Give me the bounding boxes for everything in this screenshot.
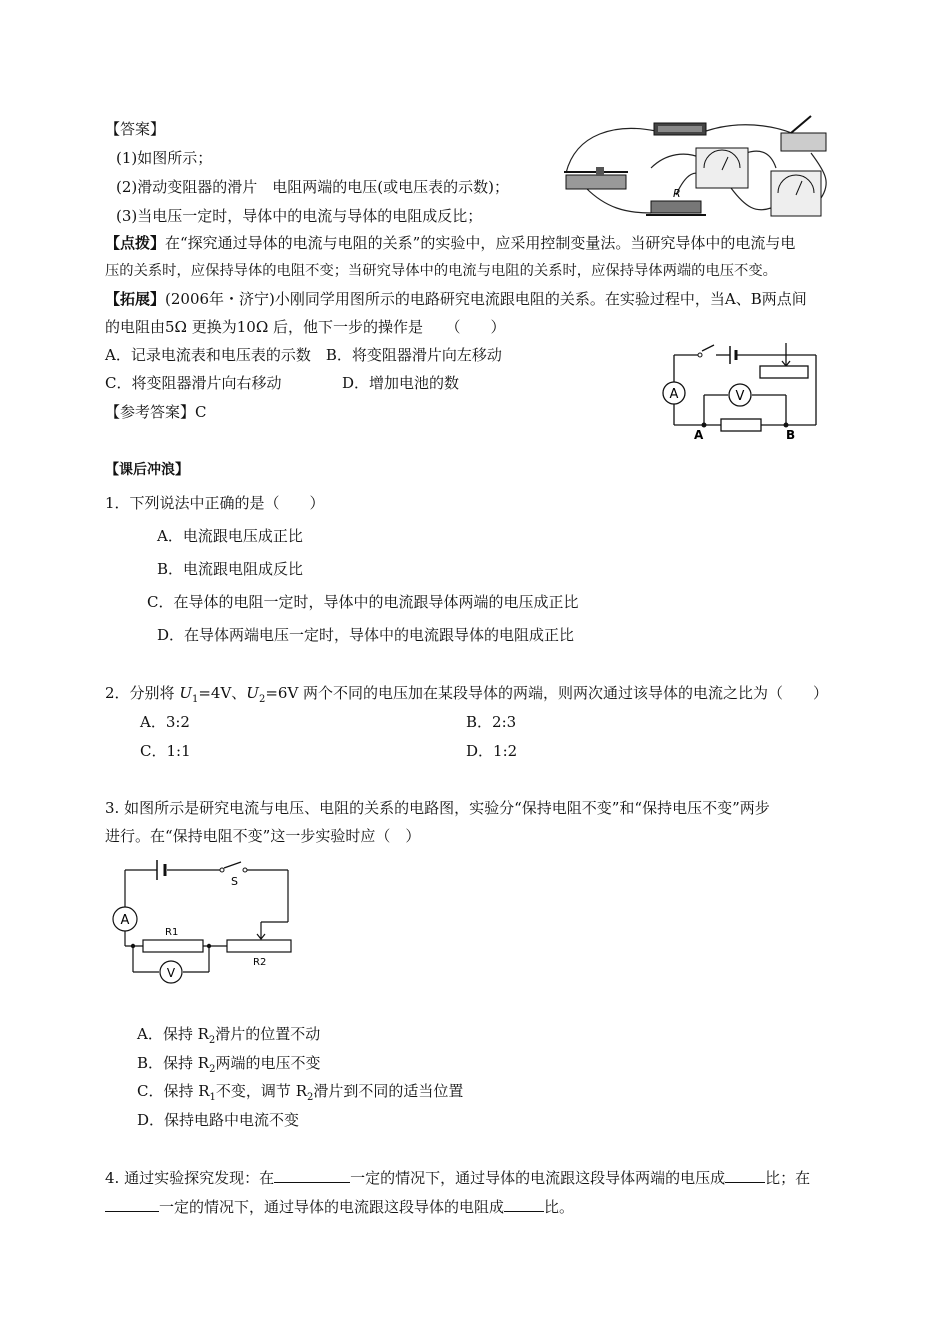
resistor-label-r: R [673, 187, 681, 200]
q3-c-post: 滑片到不同的适当位置 [313, 1082, 464, 1100]
q2-u2-sub: 2 [258, 694, 266, 705]
q1-option-a: A．电流跟电压成正比 [157, 527, 303, 545]
extend-circuit-diagram [656, 340, 826, 445]
q3-b-sub: 2 [209, 1064, 216, 1075]
point-b-label: B [786, 428, 796, 442]
q4-blank-4[interactable] [504, 1195, 544, 1212]
extend-text-1: (2006年・济宁)小刚同学用图所示的电路研究电流跟电阻的关系。在实验过程中，当A、B两点间 [165, 290, 807, 308]
q2-u1-sub: 1 [191, 694, 199, 705]
point-a-label: A [694, 428, 704, 442]
q2-option-a: A．3:2 [140, 713, 190, 731]
q2-stem [105, 682, 828, 711]
q3-node-left [131, 944, 135, 948]
q3-option-b [137, 1052, 320, 1081]
voltmeter-icon [771, 171, 821, 216]
q4-line-2 [105, 1195, 574, 1218]
q3-voltmeter-label: V [166, 966, 176, 980]
node-a [702, 423, 707, 428]
extend-line-2: 的电阻由5Ω 更换为10Ω 后，他下一步的操作是 （ ） [105, 318, 506, 336]
apparatus-figure [556, 113, 846, 228]
q3-r2-symbol [227, 940, 291, 952]
ammeter-label: A [669, 387, 679, 402]
rheostat-symbol [760, 366, 808, 378]
voltmeter-label: V [735, 389, 745, 404]
answer-line-2: (2)滑动变阻器的滑片 电阻两端的电压(或电压表的示数)； [116, 178, 509, 196]
q4-blank-3[interactable] [105, 1195, 159, 1212]
q3-switch-label: S [231, 875, 238, 888]
q4-blank-2[interactable] [725, 1166, 765, 1183]
q3-a-post: 滑片的位置不动 [215, 1025, 321, 1043]
q4-line-1 [105, 1166, 810, 1189]
q4-blank-1[interactable] [274, 1166, 350, 1183]
q3-ammeter-label: A [120, 913, 130, 928]
answer-heading: 【答案】 [105, 120, 166, 138]
q2-u1: U [179, 684, 192, 702]
q2-stem-pre: 2．分别将 [105, 684, 180, 702]
q3-b-pre: B．保持 R [137, 1054, 210, 1072]
extend-line-1 [105, 288, 807, 310]
tip-line-2: 压的关系时，应保持导体的电阻不变；当研究导体中的电流与电阻的关系时，应保持导体两端的电压不变。 [105, 263, 777, 279]
q3-switch-pivot [220, 868, 224, 872]
switch-icon [781, 116, 826, 151]
q3-r2-label: R2 [253, 957, 267, 968]
q2-option-c: C．1:1 [140, 742, 191, 760]
extend-options-ab: A．记录电流表和电压表的示数 B．将变阻器滑片向左移动 [105, 346, 502, 364]
q3-option-c [137, 1080, 463, 1109]
q4-text-3: 比；在 [765, 1169, 811, 1187]
q3-c-pre: C．保持 R [137, 1082, 210, 1100]
answer-line-3: (3)当电压一定时，导体中的电流与导体的电阻成反比； [116, 207, 483, 225]
q3-c-sub: 1 [209, 1092, 216, 1103]
q3-option-d: D．保持电路中电流不变 [137, 1111, 300, 1129]
extend-reference-answer: 【参考答案】C [105, 403, 207, 421]
q3-node-right [207, 944, 211, 948]
section-title: 【课后冲浪】 [105, 462, 189, 478]
answer-line-1: (1)如图所示； [116, 149, 213, 167]
q1-option-d: D．在导体两端电压一定时，导体中的电流跟导体的电阻成正比 [157, 626, 575, 644]
extend-label: 【拓展】 [105, 290, 166, 308]
switch-pivot [698, 353, 702, 357]
extend-option-c: C．将变阻器滑片向右移动 [105, 374, 282, 392]
q2-u2: U [246, 684, 259, 702]
q3-c-mid: 不变，调节 R [215, 1082, 307, 1100]
q1-option-c: C．在导体的电阻一定时，导体中的电流跟导体两端的电压成正比 [147, 593, 579, 611]
q3-a-pre: A．保持 R [137, 1025, 209, 1043]
q3-r1-symbol [143, 940, 203, 952]
q4-text-1: 4. 通过实验探究发现：在 [105, 1169, 275, 1187]
q3-switch-contact [243, 868, 247, 872]
q2-stem-post: 两个不同的电压加在某段导体的两端，则两次通过该导体的电流之比为（ ） [298, 684, 829, 702]
ammeter-icon [696, 148, 748, 188]
q3-b-post: 两端的电压不变 [215, 1054, 321, 1072]
q4-text-5: 比。 [544, 1198, 575, 1216]
q3-line-1: 3. 如图所示是研究电流与电压、电阻的关系的电路图，实验分“保持电阻不变”和“保持电压不变”两步 [105, 799, 770, 817]
extend-option-d: D．增加电池的数 [342, 374, 460, 392]
q2-option-b: B．2:3 [466, 713, 517, 731]
q2-u1-value: =4V、 [198, 684, 247, 702]
q3-circuit-diagram [105, 850, 305, 990]
tip-label: 【点拨】 [105, 234, 166, 252]
q2-option-d: D．1:2 [466, 742, 518, 760]
q3-line-2: 进行。在“保持电阻不变”这一步实验时应（ ） [105, 827, 421, 845]
q4-text-2: 一定的情况下，通过导体的电流跟这段导体两端的电压成 [350, 1169, 726, 1187]
resistor-icon [646, 201, 706, 215]
node-b [784, 423, 789, 428]
rheostat-icon [564, 167, 628, 189]
q3-c-sub2: 2 [307, 1092, 314, 1103]
resistor-symbol [721, 419, 761, 431]
q4-text-4: 一定的情况下，通过导体的电流跟这段导体的电阻成 [159, 1198, 505, 1216]
q2-u2-value: =6V [265, 684, 299, 702]
tip-text-1: 在“探究通过导体的电流与电阻的关系”的实验中，应采用控制变量法。当研究导体中的电流与电 [165, 234, 796, 252]
q3-r1-label: R1 [165, 927, 179, 938]
q3-option-a [137, 1023, 320, 1052]
q1-stem: 1．下列说法中正确的是（ ） [105, 494, 325, 512]
q3-a-sub: 2 [208, 1035, 216, 1046]
tip-line-1 [105, 232, 795, 254]
q1-option-b: B．电流跟电阻成反比 [157, 560, 304, 578]
